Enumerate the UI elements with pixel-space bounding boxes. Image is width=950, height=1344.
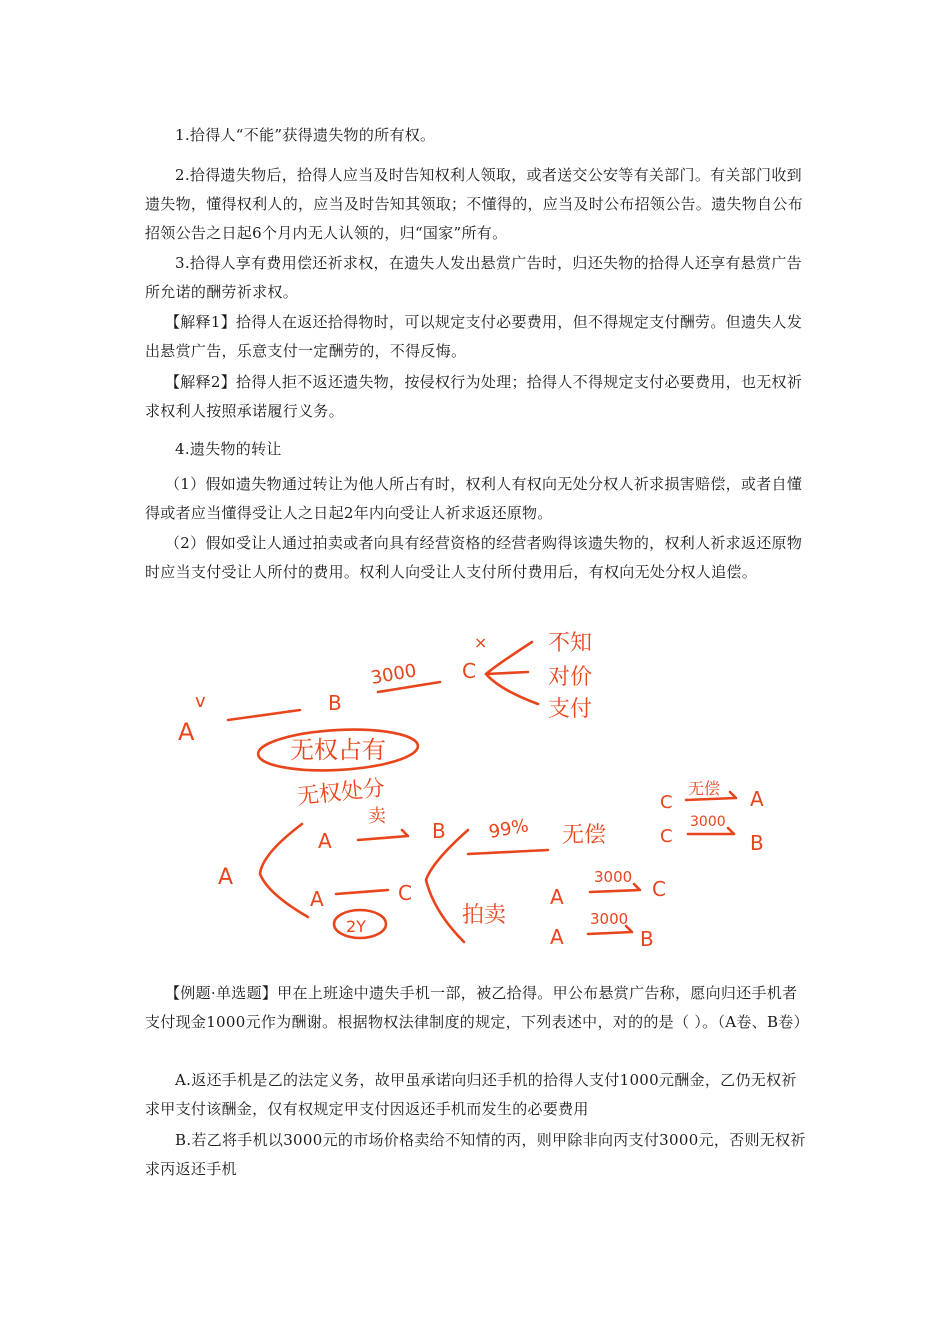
- sketch-percent: 99%: [487, 815, 531, 843]
- example-question: 【例题·单选题】甲在上班途中遗失手机一部，被乙拾得。甲公布悬赏广告称，愿向归还手机者支付现金1000元作为酬谢。根据物权法律制度的规定，下列表述中，对的的是（ ）。（A卷、B卷）: [145, 984, 809, 1031]
- sketch-label-b-top: B: [328, 691, 342, 715]
- explanation-1: 【解释1】拾得人在返还拾得物时，可以规定支付必要费用，但不得规定支付酬劳。但遗失人发出悬赏广告，乐意支付一定酬劳的，不得反悔。: [145, 313, 803, 360]
- section-heading-transfer: 4.遗失物的转让: [175, 440, 282, 458]
- sketch-auction-label: 拍卖: [462, 903, 507, 928]
- sketch-top-branch-2: 对价: [548, 665, 593, 690]
- sketch-top-branch-1: 不知: [548, 631, 593, 656]
- sketch-price-r4: 3000: [590, 910, 629, 928]
- sketch-price-r2: 3000: [690, 814, 726, 830]
- sketch-sell-label: 卖: [368, 806, 386, 827]
- paragraph-transfer-1: （1）假如遗失物通过转让为他人所占有时，权利人有权向无处分权人祈求损害赔偿，或者自懂得或者应当懂得受让人之日起2年内向受让人祈求返还原物。: [145, 475, 803, 522]
- sketch-a-r1: A: [750, 787, 764, 811]
- paragraph-2: 2.拾得遗失物后，拾得人应当及时告知权利人领取，或者送交公安等有关部门。有关部门收到遗失物，懂得权利人的，应当及时告知其领取；不懂得的，应当及时公布招领公告。遗失物自公布招领公告之日起6个月内无人认领的，归“国家”所有。: [145, 166, 803, 242]
- sketch-line-a-b: [228, 710, 300, 720]
- sketch-bracket-left: [260, 824, 308, 917]
- sketch-label-a-left: A: [218, 865, 234, 890]
- sketch-second-line: 无权处分: [296, 775, 387, 810]
- sketch-arrow-sell: [358, 830, 408, 840]
- paragraph-transfer-2: （2）假如受让人通过拍卖或者向具有经营资格的经营者购得该遗失物的，权利人祈求返还原物时应当支付受让人所付的费用。权利人向受让人支付所付费用后，有权向无处分权人追偿。: [145, 534, 803, 581]
- sketch-years-label: 2Y: [346, 917, 366, 936]
- explanation-2: 【解释2】拾得人拒不返还遗失物，按侵权行为处理；拾得人不得规定支付必要费用，也无权祈求权利人按照承诺履行义务。: [145, 373, 803, 420]
- sketch-c-r3: C: [652, 877, 666, 901]
- option-a: A.返还手机是乙的法定义务，故甲虽承诺向归还手机的拾得人支付1000元酬金，乙仍无权祈求甲支付该酬金，仅有权规定甲支付因返还手机而发生的必要费用: [145, 1071, 797, 1118]
- option-b: B.若乙将手机以3000元的市场价格卖给不知情的丙，则甲除非向丙支付3000元，否则无权祈求丙返还手机: [145, 1131, 806, 1178]
- sketch-label-b-mid: B: [432, 819, 446, 843]
- sketch-price-top: 3000: [369, 660, 418, 689]
- sketch-a-r3: A: [550, 885, 564, 909]
- handwritten-diagram: [150, 612, 800, 957]
- sketch-line-a-c: [336, 890, 388, 894]
- sketch-label-a-mid2: A: [310, 887, 324, 911]
- sketch-b-r4: B: [640, 927, 654, 951]
- sketch-price-r3: 3000: [594, 868, 633, 886]
- sketch-label-a-top: A: [178, 718, 195, 746]
- sketch-label-a-mid1: A: [318, 829, 332, 853]
- sketch-underline-percent: [468, 850, 548, 854]
- sketch-check-mark: v: [195, 691, 206, 712]
- sketch-cross-mark: ×: [474, 633, 488, 652]
- sketch-c-r1: C: [660, 792, 673, 813]
- sketch-circled-label: 无权占有: [290, 736, 386, 764]
- sketch-a-r4: A: [550, 925, 564, 949]
- sketch-top-branch-3: 支付: [548, 697, 593, 722]
- sketch-free-r1: 无偿: [688, 779, 721, 798]
- sketch-branch-top-mid: [486, 672, 528, 674]
- sketch-label-c-mid: C: [398, 881, 412, 905]
- sketch-free-mid: 无偿: [562, 823, 607, 848]
- sketch-c-r2: C: [660, 826, 673, 847]
- sketch-label-c-top: C: [462, 659, 476, 683]
- paragraph-3: 3.拾得人享有费用偿还祈求权，在遗失人发出悬赏广告时，归还失物的拾得人还享有悬赏广告所允诺的酬劳祈求权。: [145, 254, 802, 301]
- sketch-b-r2: B: [750, 831, 764, 855]
- paragraph-1: 1.拾得人“不能”获得遗失物的所有权。: [175, 126, 436, 144]
